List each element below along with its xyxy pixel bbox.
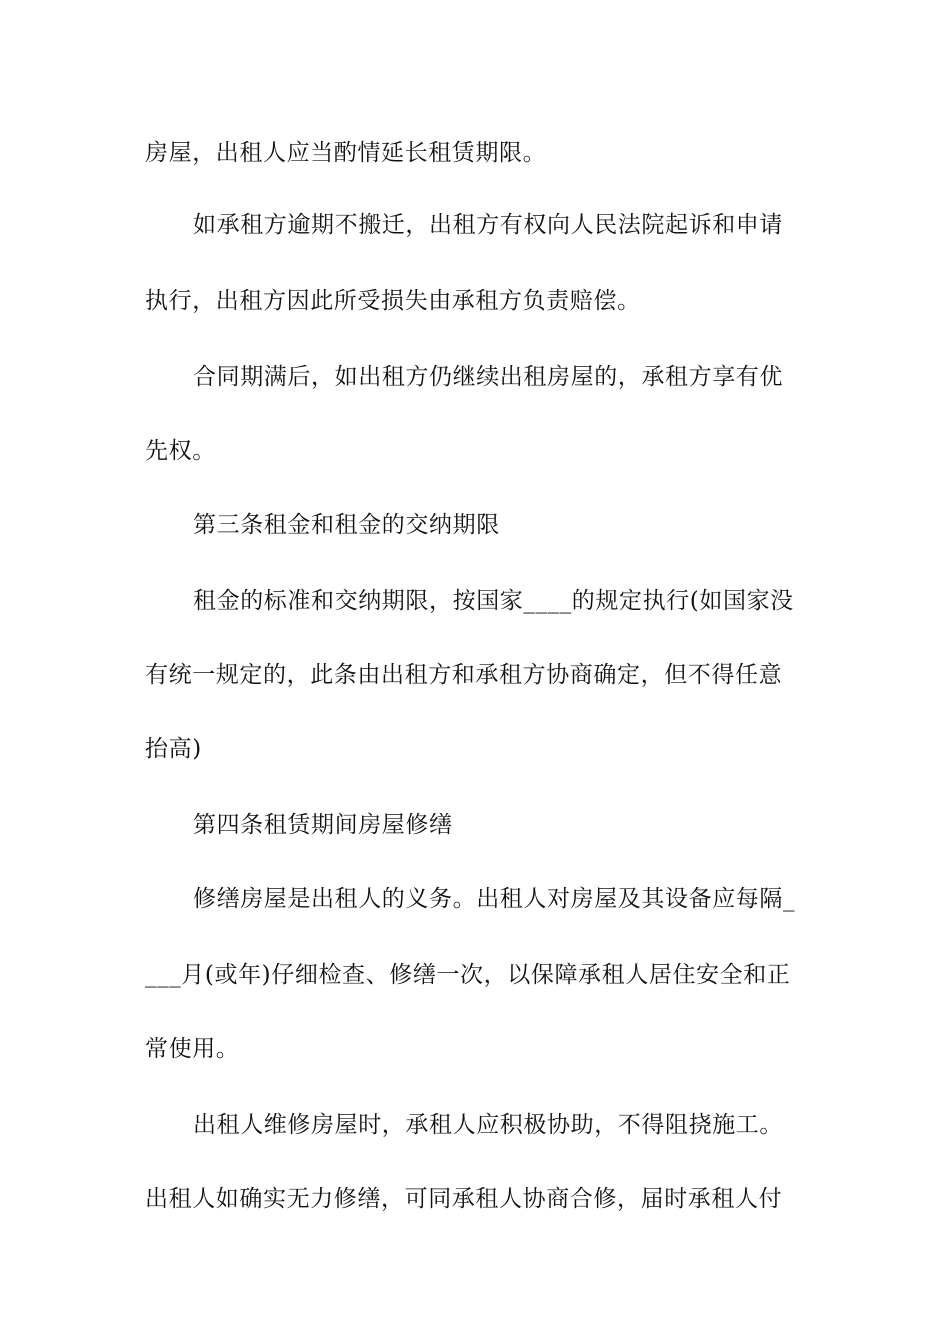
text-line-9: 抬高) <box>145 736 202 762</box>
text-line-1: 房屋，出租人应当酌情延长租赁期限。 <box>145 140 547 166</box>
paragraph-start-line: 出租人维修房屋时，承租人应积极协助，不得阻挠施工。 <box>193 1112 783 1138</box>
paragraph-start-line: 租金的标准和交纳期限，按国家____的规定执行(如国家没 <box>193 588 794 614</box>
text-line-12: ___月(或年)仔细检查、修缮一次，以保障承租人居住安全和正 <box>145 962 791 988</box>
text-line-13: 常使用。 <box>145 1036 240 1062</box>
text-line-5: 先权。 <box>145 438 216 464</box>
text-line-8: 有统一规定的，此条由出租方和承租方协商确定，但不得任意 <box>145 662 783 688</box>
text-line-3: 执行，出租方因此所受损失由承租方负责赔偿。 <box>145 288 641 314</box>
text-line-15: 出租人如确实无力修缮，可同承租人协商合修，届时承租人付 <box>145 1186 783 1212</box>
paragraph-start-line: 修缮房屋是出租人的义务。出租人对房屋及其设备应每隔_ <box>193 886 796 912</box>
paragraph-start-line: 如承租方逾期不搬迁，出租方有权向人民法院起诉和申请 <box>193 212 783 238</box>
section-heading-article-3: 第三条租金和租金的交纳期限 <box>193 512 500 538</box>
section-heading-article-4: 第四条租赁期间房屋修缮 <box>193 812 453 838</box>
paragraph-start-line: 合同期满后，如出租方仍继续出租房屋的，承租方享有优 <box>193 364 783 390</box>
